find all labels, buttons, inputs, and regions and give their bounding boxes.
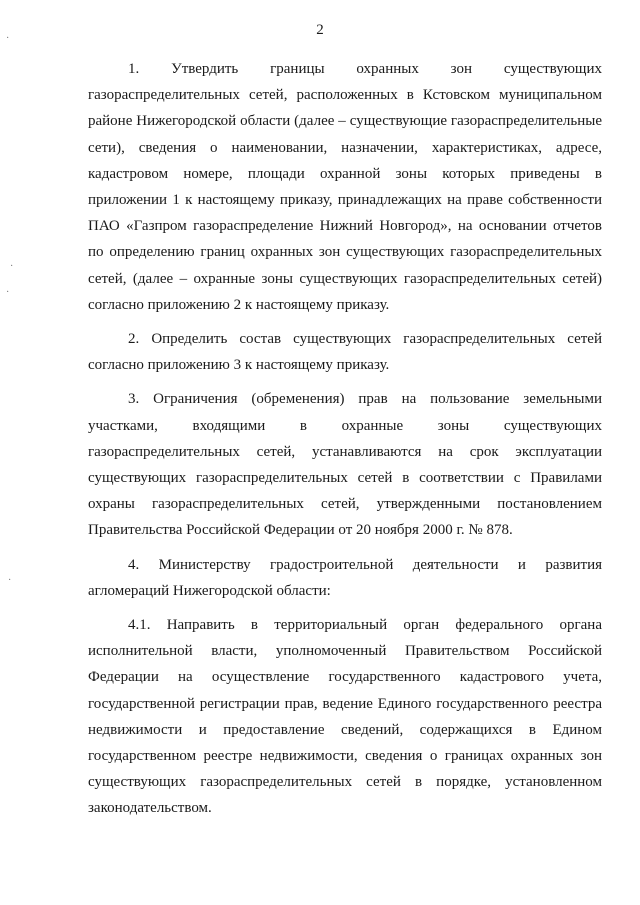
scan-margin-mark: · bbox=[6, 33, 10, 44]
paragraph-item-4: 4. Министерству градостроительной деятельности и развития агломераций Нижегородской области: bbox=[88, 556, 602, 599]
page-number: 2 bbox=[316, 22, 324, 38]
paragraph-item-4-1: 4.1. Направить в территориальный орган федерального органа исполнительной власти, уполномоченный Правительством Российской Федерации на осуществление государственного кадастрового учета, государственной регистрации прав, ведение Единого государственного реестра недвижимости и предоставление сведений, содержащихся в Едином государственном реестре недвижимости, сведения о границах охранных зон существующих газораспределительных сетей в порядке, установленном законодательством. bbox=[88, 617, 602, 817]
scan-margin-mark: · bbox=[10, 261, 14, 272]
document-body bbox=[88, 56, 602, 822]
paragraph-item-1: 1. Утвердить границы охранных зон существующих газораспределительных сетей, расположенных в Кстовском муниципальном районе Нижегородской области (далее – существующие газораспределительные сети), сведения о наименовании, назначении, характеристиках, адресе, кадастровом номере, площади охранной зоны которых приведены в приложении 1 к настоящему приказу, принадлежащих на праве собственности ПАО «Газпром газораспределение Нижний Новгород», на основании отчетов по определению границ охранных зон существующих газораспределительных сетей, (далее – охранные зоны существующих газораспределительных сетей) согласно приложению 2 к настоящему приказу. bbox=[88, 61, 602, 313]
paragraph-item-3: 3. Ограничения (обременения) прав на пользование земельными участками, входящими в охранные зоны существующих газораспределительных сетей, устанавливаются на срок эксплуатации существующих газораспределительных сетей в соответствии с Правилами охраны газораспределительных сетей, утвержденными постановлением Правительства Российской Федерации от 20 ноября 2000 г. № 878. bbox=[88, 391, 602, 539]
paragraph-item-2: 2. Определить состав существующих газораспределительных сетей согласно приложению 3 к настоящему приказу. bbox=[88, 331, 602, 374]
scan-margin-mark: · bbox=[6, 287, 10, 298]
scan-margin-mark: · bbox=[8, 575, 12, 586]
